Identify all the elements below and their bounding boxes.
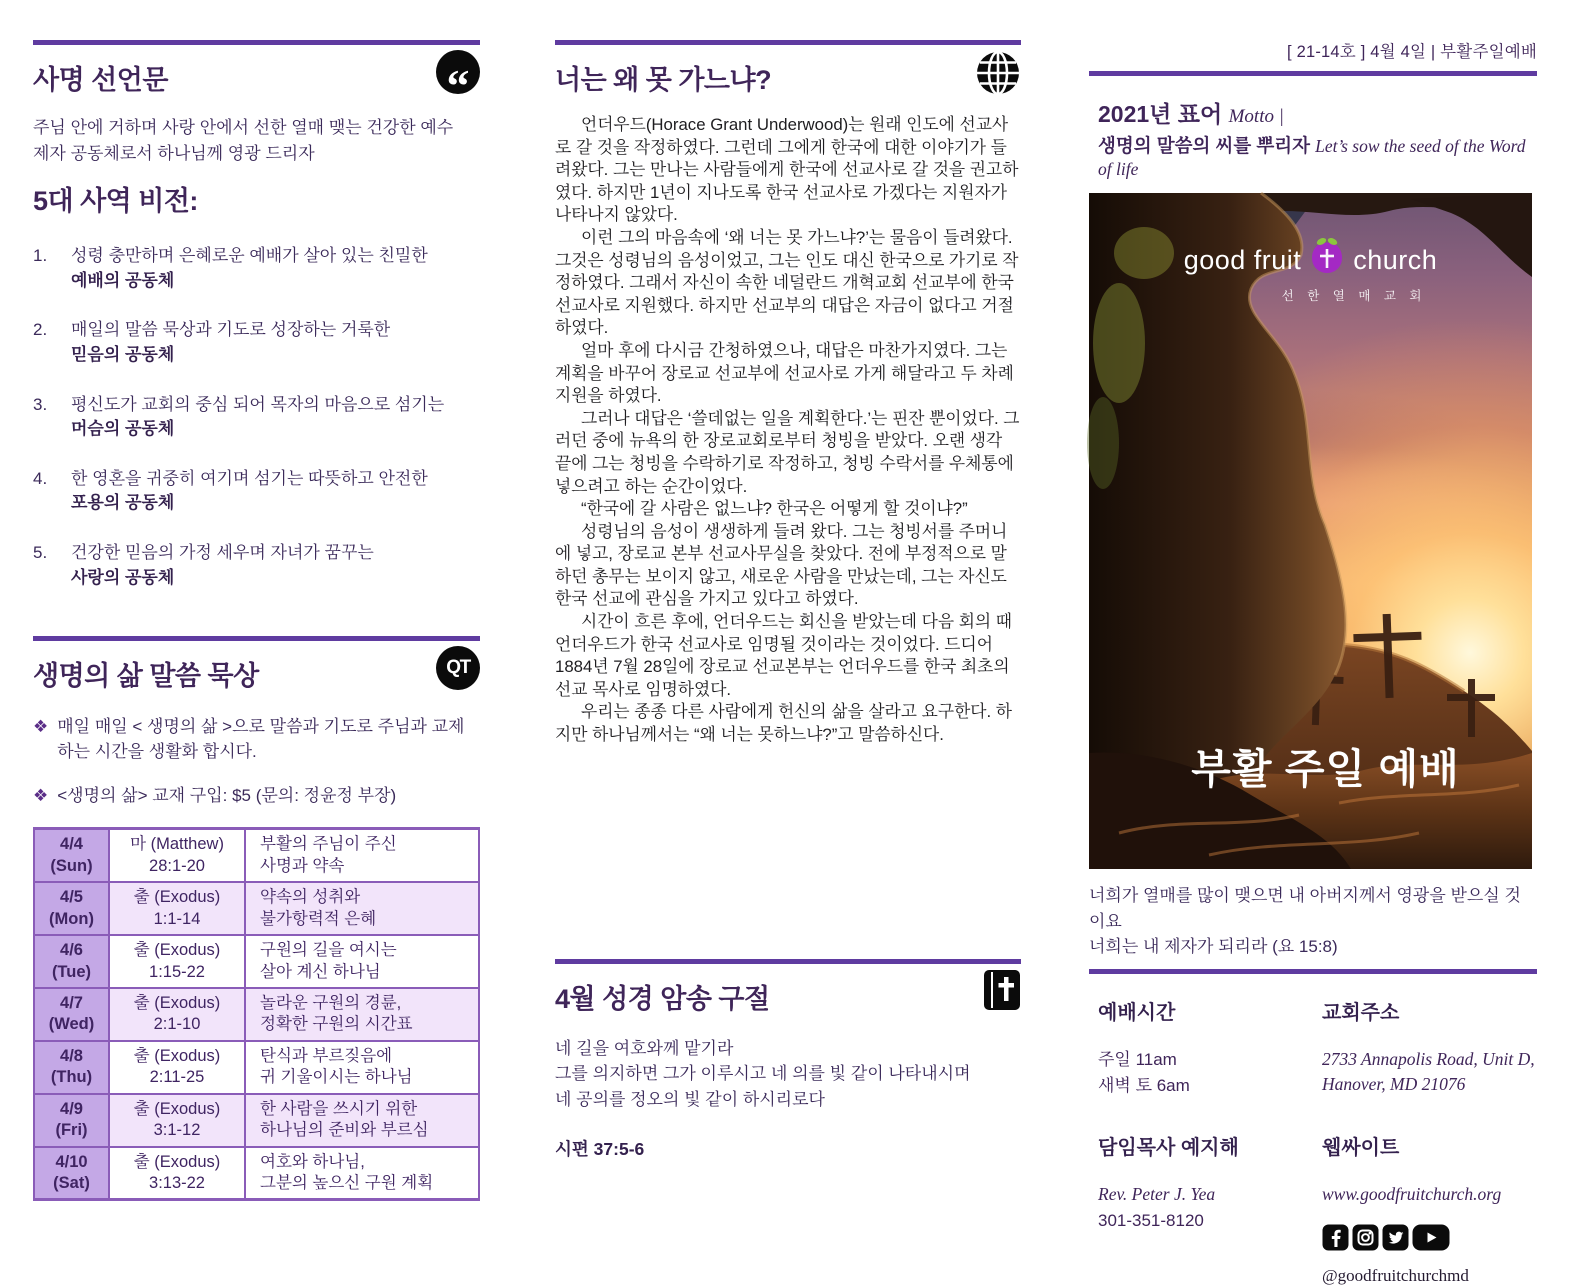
table-row [35, 934, 478, 987]
address-lines [1322, 1047, 1537, 1098]
qt-title: 생명의 삶 말씀 묵상 [33, 661, 259, 692]
article-paragraph: 이런 그의 마음속에 ‘왜 너는 못 가느냐?’는 물음이 들려왔다. 그것은 성령님의 음성이었고, 그는 인도 대신 한국으로 가기로 작정하였다. 그래서 자신이 속한 네덜란드 개혁교회 선교부에 한국 선교사로 지원했다. 하지만 선교부의 대답은 자금이 없다고 거절하였다. [555, 227, 1019, 338]
qt-bullet [33, 784, 480, 809]
section-divider [1089, 969, 1537, 974]
vision-item-community: 포용의 공동체 [71, 493, 175, 513]
section-divider [33, 40, 480, 45]
worship-times-title: 예배시간 [1098, 1001, 1176, 1024]
right-column [1089, 38, 1537, 1286]
article-paragraph: “한국에 갈 사람은 없느냐? 한국은 어떻게 할 것이냐?” [581, 499, 968, 519]
article-paragraph: 시간이 흐른 후에, 언더우드는 회신을 받았는데 다음 회의 때 언더우드가 한국 선교사로 임명될 것이라는 것이었다. 드디어 1884년 7월 28일에 장로교 선교본부는 언더우드를 한국 최초의 선교 목사로 임명하였다. [555, 612, 1013, 699]
table-row [35, 1093, 478, 1146]
vision-item-number: 4. [33, 468, 48, 488]
qt-icon: QT [436, 646, 480, 690]
table-cell-passage: 출 (Exodus) 3:13-22 [108, 1148, 244, 1199]
table-cell-theme: 한 사람을 쓰시기 위한 하나님의 준비와 부르심 [244, 1095, 478, 1146]
section-divider [1089, 71, 1537, 76]
diamond-bullet-icon: ❖ [33, 785, 49, 805]
table-cell-passage: 출 (Exodus) 2:11-25 [108, 1042, 244, 1093]
memory-verse-section [555, 959, 1021, 1162]
table-cell-theme: 부활의 주님이 주신 사명과 약속 [244, 830, 478, 881]
youtube-icon [1412, 1224, 1450, 1256]
logo-text-left: good fruit [1183, 245, 1302, 275]
table-cell-date: 4/6 (Tue) [35, 936, 108, 987]
motto-block [1089, 96, 1537, 180]
table-cell-date: 4/10 (Sat) [35, 1148, 108, 1199]
info-grid-top [1089, 996, 1537, 1100]
worship-times-block [1098, 996, 1322, 1100]
logo-text-right: church [1353, 245, 1438, 275]
table-cell-theme: 구원의 길을 여시는 살아 계신 하나님 [244, 936, 478, 987]
cover-verse [1089, 883, 1537, 960]
worship-time-line: 새벽 토 6am [1098, 1075, 1190, 1095]
instagram-icon [1352, 1224, 1379, 1256]
memory-verse-reference: 시편 37:5-6 [555, 1139, 645, 1160]
cover-verse-line: 너희가 열매를 많이 맺으면 내 아버지께서 영광을 받으실 것이요 [1089, 886, 1521, 931]
table-cell-passage: 출 (Exodus) 1:1-14 [108, 883, 244, 934]
vision-item-community: 머슴의 공동체 [71, 419, 175, 439]
motto-text: 생명의 말씀의 씨를 뿌리자 Let’s sow the seed of the Word of life [1098, 135, 1526, 179]
cover-verse-line: 너희는 내 제자가 되리라 (요 15:8) [1089, 937, 1338, 956]
website-title: 웹싸이트 [1322, 1137, 1400, 1160]
article-section-header [555, 40, 1021, 97]
diamond-bullet-icon: ❖ [33, 717, 49, 737]
qt-bullet [33, 715, 480, 764]
vision-item-community: 사랑의 공동체 [71, 567, 175, 587]
website-url: www.goodfruitchurch.org [1322, 1184, 1502, 1205]
vision-item-text: 평신도가 교회의 중심 되어 목자의 마음으로 섬기는 머슴의 공동체 [71, 394, 445, 439]
vision-item-text: 한 영혼을 귀중히 여기며 섬기는 따뜻하고 안전한 포용의 공동체 [71, 468, 428, 513]
article-paragraph: 얼마 후에 다시금 간청하였으나, 대답은 마찬가지였다. 그는 계획을 바꾸어 장로교 선교부에 선교사로 가게 해달라고 두 차례 지원을 하였다. [555, 340, 1014, 406]
vision-item-community: 예배의 공동체 [71, 270, 175, 290]
vision-title: 5대 사역 비전: [33, 186, 198, 216]
easter-cover-image [1089, 193, 1532, 869]
twitter-icon [1382, 1224, 1409, 1256]
qt-section-header [33, 636, 480, 693]
table-cell-passage: 출 (Exodus) 3:1-12 [108, 1095, 244, 1146]
qt-section [33, 636, 480, 1201]
table-row [35, 1040, 478, 1093]
apple-cross-icon [1309, 237, 1345, 284]
vision-item-text: 성령 충만하며 은혜로운 예배가 살아 있는 친밀한 예배의 공동체 [71, 246, 428, 290]
info-grid-bottom [1089, 1131, 1537, 1285]
issue-line: [ 21-14호 ] 4월 4일 | 부활주일예배 [1287, 43, 1537, 61]
easter-service-title: 부활 주일 예배 [1191, 746, 1460, 792]
pastor-phone: 301-351-8120 [1098, 1210, 1204, 1230]
worship-time-line: 주일 11am [1098, 1049, 1177, 1069]
section-divider [33, 636, 480, 641]
church-logo [1089, 237, 1532, 304]
vision-item [33, 393, 480, 442]
church-logo-row [1184, 237, 1438, 284]
memory-verse-lines [555, 1036, 1021, 1113]
memory-verse-line: 네 길을 여호와께 맡기라 [555, 1038, 734, 1058]
qt-bullet-text: <생명의 삶> 교재 구입: $5 (문의: 정윤정 부장) [57, 785, 397, 805]
table-cell-theme: 놀라운 구원의 경륜, 정확한 구원의 시간표 [244, 989, 478, 1040]
bible-icon [983, 969, 1021, 1016]
article-body [555, 114, 1021, 747]
vision-item-text: 매일의 말씀 묵상과 기도로 성장하는 거룩한 믿음의 공동체 [71, 320, 391, 364]
table-cell-passage: 마 (Matthew) 28:1-20 [108, 830, 244, 881]
globe-icon [975, 50, 1021, 101]
article-paragraph: 언더우드(Horace Grant Underwood)는 원래 인도에 선교사로 갈 것을 작정하였다. 그런데 그에게 한국에 대한 이야기가 들려왔다. 그는 만나는 사람들에게 한국에 선교사로 갈 것을 권고하였다. 하지만 1년이 지나도록 한국 선교사로 가겠다는 지원자가 나타나지 않았다. [555, 115, 1019, 225]
logo-korean-subtitle: 선 한 열 매 교 회 [1281, 289, 1427, 303]
table-cell-date: 4/8 (Thu) [35, 1042, 108, 1093]
quote-icon: “ [436, 50, 480, 94]
table-row [35, 1146, 478, 1199]
section-divider [555, 40, 1021, 45]
article-paragraph: 성령님의 음성이 생생하게 들려 왔다. 그는 청빙서를 주머니에 넣고, 장로교 본부 선교사무실을 찾았다. 전에 부정적으로 말하던 총무는 보이지 않고, 새로운 사람을 만났는데, 그는 자신도 한국 선교에 관심을 가지고 있다고 하였다. [555, 521, 1008, 609]
table-cell-date: 4/7 (Wed) [35, 989, 108, 1040]
mission-title: 사명 선언문 [33, 65, 168, 95]
qt-reading-table [33, 827, 480, 1201]
pastor-title: 담임목사 예지해 [1098, 1137, 1239, 1160]
mission-section-header [33, 40, 480, 111]
worship-times-lines [1098, 1047, 1322, 1100]
vision-item-number: 3. [33, 394, 48, 414]
address-line: Hanover, MD 21076 [1322, 1073, 1466, 1094]
table-cell-date: 4/5 (Mon) [35, 883, 108, 934]
table-row [35, 987, 478, 1040]
vision-item [33, 467, 480, 516]
table-cell-passage: 출 (Exodus) 2:1-10 [108, 989, 244, 1040]
motto-text-en: Let’s sow the seed of the Word of life [1098, 136, 1526, 179]
article-paragraph: 우리는 종종 다른 사람에게 헌신의 삶을 살라고 요구한다. 하지만 하나님께서는 “왜 너는 못하느냐?”고 말씀하신다. [555, 702, 1013, 745]
article-title: 너는 왜 못 가느냐? [555, 65, 772, 95]
vision-item-community: 믿음의 공동체 [71, 344, 175, 364]
table-cell-theme: 탄식과 부르짖음에 귀 기울이시는 하나님 [244, 1042, 478, 1093]
qt-bullets [33, 715, 480, 808]
website-block [1322, 1131, 1537, 1285]
middle-column [555, 40, 1021, 1161]
article-paragraph: 그러나 대답은 ‘쓸데없는 일을 계획한다.’는 핀잔 뿐이었다. 그러던 중에 뉴욕의 한 장로교회로부터 청빙을 받았다. 오랜 생각 끝에 그는 청빙을 수락하기로 작정하고, 청빙 수락서를 우체통에 넣으려고 하는 순간이었다. [555, 408, 1020, 496]
table-cell-passage: 출 (Exodus) 1:15-22 [108, 936, 244, 987]
table-row [35, 830, 478, 881]
social-icons-row [1322, 1224, 1537, 1256]
table-cell-theme: 여호와 하나님, 그분의 높으신 구원 계획 [244, 1148, 478, 1199]
address-block [1322, 996, 1537, 1100]
vision-item-number: 5. [33, 543, 48, 563]
vision-item-number: 2. [33, 320, 48, 340]
pastor-name: Rev. Peter J. Yea [1098, 1184, 1216, 1205]
vision-list [33, 244, 480, 590]
motto-year: 2021년 표어 Motto | [1098, 101, 1284, 127]
memory-title: 4월 성경 암송 구절 [555, 983, 770, 1014]
motto-label-en: Motto | [1228, 106, 1284, 127]
table-cell-theme: 약속의 성취와 불가항력적 은혜 [244, 883, 478, 934]
qt-bullet-text: 매일 매일 < 생명의 삶 >으로 말씀과 기도로 주님과 교제하는 시간을 생활화 합시다. [57, 717, 465, 762]
mission-body: 주님 안에 거하며 사랑 안에서 선한 열매 맺는 건강한 예수 제자 공동체로서 하나님께 영광 드리자 [33, 118, 454, 163]
vision-item [33, 541, 480, 590]
facebook-icon [1322, 1224, 1349, 1256]
vision-item-text: 건강한 믿음의 가정 세우며 자녀가 꿈꾸는 사랑의 공동체 [71, 543, 374, 587]
social-handle: @goodfruitchurchmd [1322, 1265, 1469, 1285]
address-title: 교회주소 [1322, 1001, 1400, 1024]
vision-item-number: 1. [33, 246, 48, 265]
address-line: 2733 Annapolis Road, Unit D, [1322, 1048, 1535, 1069]
pastor-block [1098, 1131, 1322, 1285]
table-cell-date: 4/4 (Sun) [35, 830, 108, 881]
vision-item [33, 318, 480, 367]
section-divider [555, 959, 1021, 964]
table-cell-date: 4/9 (Fri) [35, 1095, 108, 1146]
memory-verse-line: 네 공의를 정오의 빛 같이 하시리로다 [555, 1089, 825, 1109]
table-row [35, 881, 478, 934]
left-column [33, 40, 480, 1201]
memory-section-header [555, 959, 1021, 1016]
memory-verse-line: 그를 의지하면 그가 이루시고 네 의를 빛 같이 나타내시며 [555, 1064, 971, 1084]
vision-item [33, 244, 480, 293]
